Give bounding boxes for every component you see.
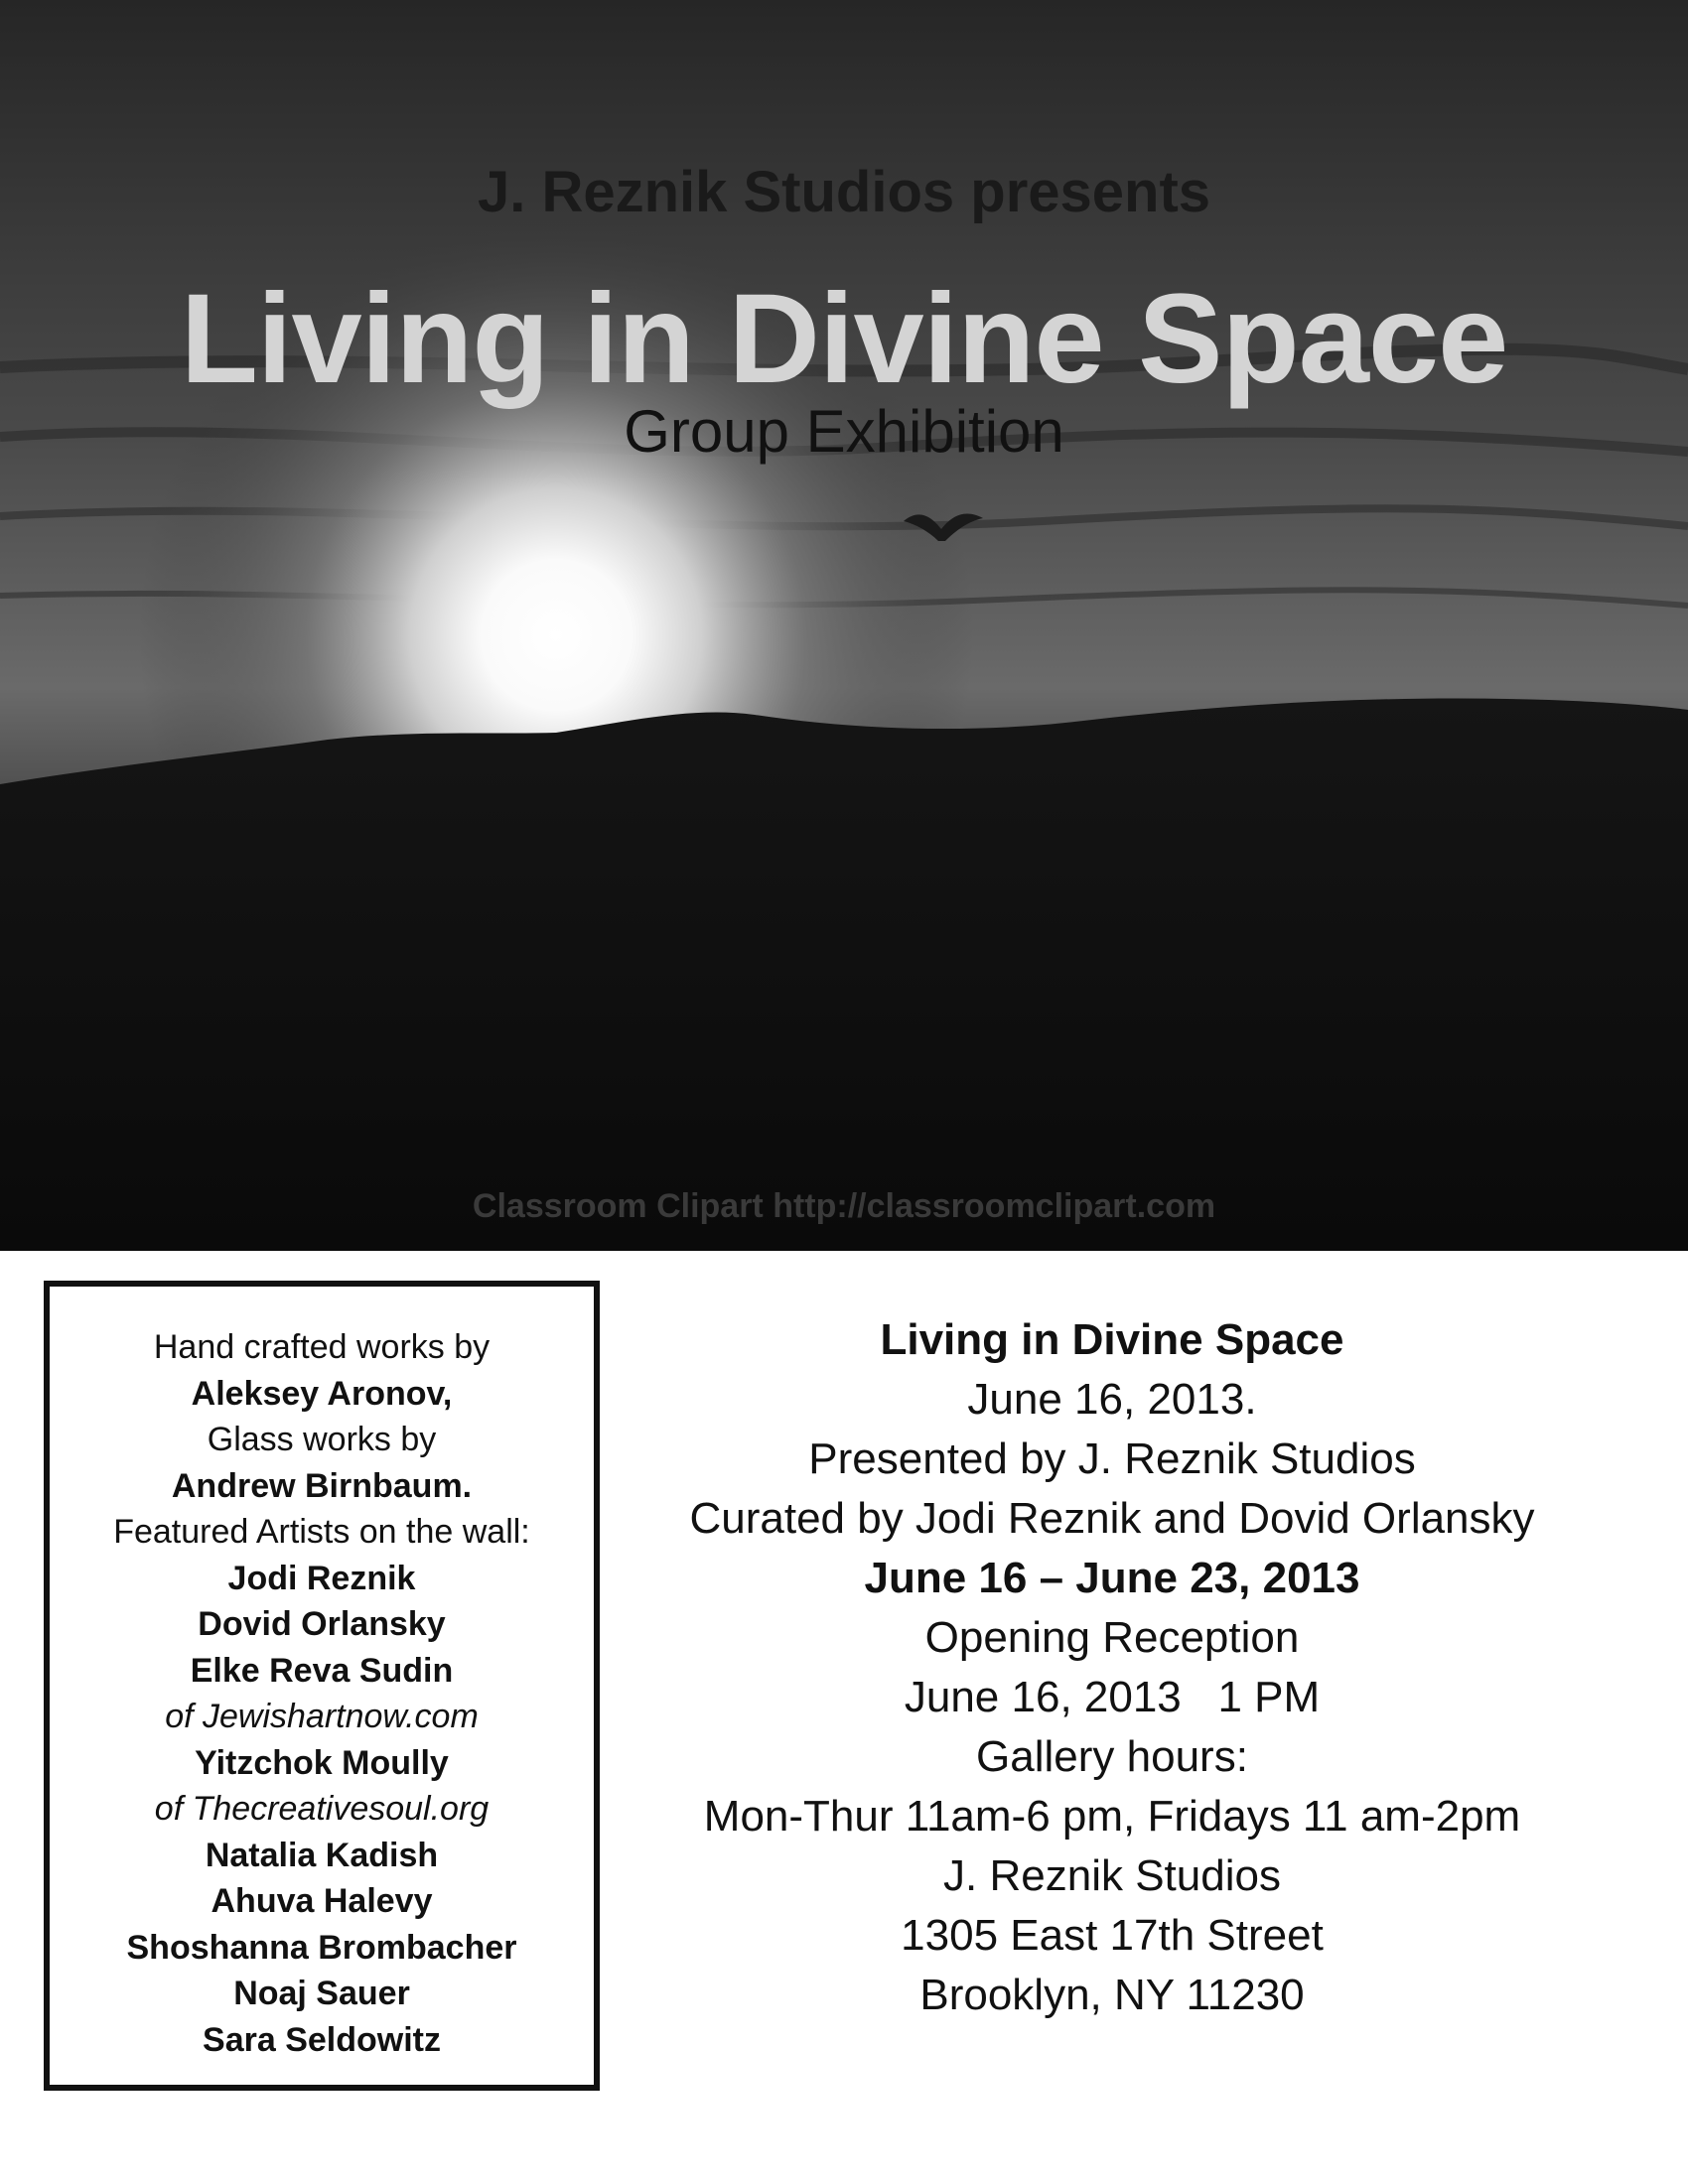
detail-line: Curated by Jodi Reznik and Dovid Orlansky [689,1494,1535,1543]
exhibition-title: Living in Divine Space [180,268,1508,410]
artist-line: Dovid Orlansky [198,1605,446,1643]
artist-line: Yitzchok Moully [195,1743,449,1782]
artists-box [44,1281,600,2091]
artist-line: Featured Artists on the wall: [113,1513,530,1551]
artist-line: Andrew Birnbaum. [171,1466,473,1505]
detail-line: June 16, 2013. [967,1375,1257,1424]
detail-line: 1305 East 17th Street [901,1911,1324,1960]
presenter-line: J. Reznik Studios presents [477,160,1211,224]
detail-line: Brooklyn, NY 11230 [919,1971,1305,2019]
artist-line: Noaj Sauer [233,1975,410,2012]
detail-line: Mon-Thur 11am-6 pm, Fridays 11 am-2pm [703,1792,1521,1841]
artist-line: Aleksey Aronov, [191,1374,453,1413]
clipart-watermark: Classroom Clipart http://classroomclipart.com [472,1187,1216,1225]
detail-line: J. Reznik Studios [943,1851,1281,1900]
artist-line: Elke Reva Sudin [190,1651,454,1690]
detail-line: Gallery hours: [976,1732,1248,1781]
artist-line: Shoshanna Brombacher [126,1928,517,1967]
artist-line: of Thecreativesoul.org [154,1790,490,1828]
artist-line: Natalia Kadish [205,1836,439,1874]
detail-line: Living in Divine Space [880,1315,1344,1364]
artist-line: Hand crafted works by [153,1328,491,1366]
detail-line: June 16, 2013 1 PM [904,1673,1321,1721]
artist-line: Sara Seldowitz [203,2020,441,2059]
detail-line: Presented by J. Reznik Studios [808,1434,1416,1483]
exhibition-subtitle: Group Exhibition [624,398,1064,465]
artist-line: of Jewishartnow.com [165,1698,479,1735]
detail-line: June 16 – June 23, 2013 [864,1554,1360,1602]
event-details [616,1310,1609,2025]
artist-line: Ahuva Halevy [211,1882,433,1920]
detail-line: Opening Reception [924,1613,1300,1662]
artist-line: Jodi Reznik [227,1559,416,1597]
artist-line: Glass works by [207,1421,437,1458]
